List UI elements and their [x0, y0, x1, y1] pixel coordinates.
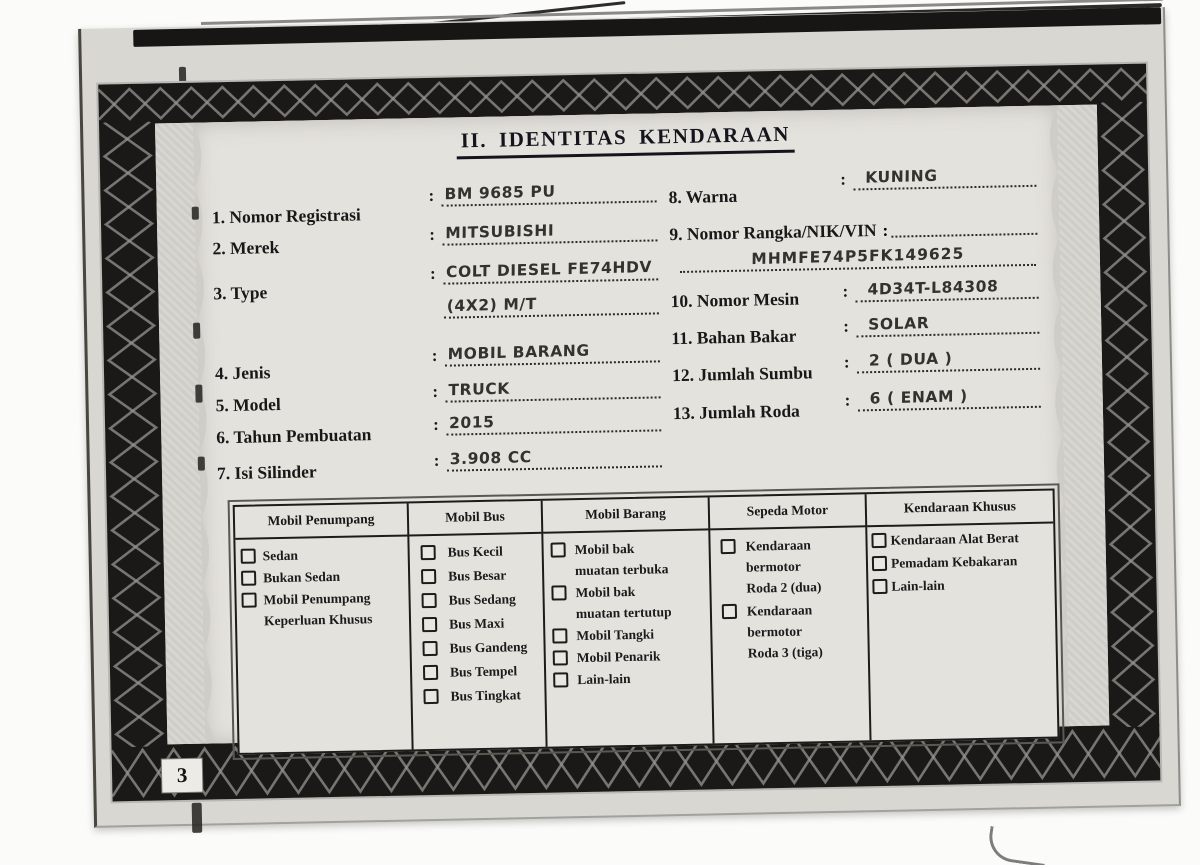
- checkbox-icon: [550, 542, 565, 557]
- field-label: 10. Nomor Mesin: [670, 288, 800, 312]
- category-item-label: Lain-lain: [577, 671, 631, 688]
- category-item: [553, 644, 708, 668]
- colon: :: [843, 316, 850, 336]
- field-nomor-registrasi-value: [428, 180, 656, 206]
- category-item-label: Mobil bak muatan tertutup: [575, 583, 672, 622]
- field-nomor-mesin: [670, 289, 799, 313]
- checkbox-icon: [423, 689, 438, 704]
- field-nomor-rangka-value: [680, 244, 1036, 273]
- category-item: [722, 598, 865, 664]
- category-item-label: Bus Tingkat: [450, 687, 522, 704]
- category-item: [871, 527, 1051, 553]
- category-item: [421, 588, 539, 611]
- section-title: II. IDENTITAS KENDARAAN: [193, 116, 1057, 164]
- table-column-1: [235, 536, 413, 752]
- category-item-label: Bus Besar: [447, 567, 507, 584]
- handwritten-value: BM 9685 PU: [444, 182, 556, 204]
- field-merek: [212, 237, 279, 259]
- handwritten-value: MHMFE74P5FK149625: [751, 244, 965, 269]
- checkbox-icon: [421, 569, 436, 584]
- category-item-label: Bukan Sedan: [262, 568, 341, 586]
- colon: :: [429, 224, 436, 244]
- handwritten-value: (4X2) M/T: [446, 294, 537, 316]
- checkbox-icon: [422, 617, 437, 632]
- colon: :: [844, 390, 851, 410]
- table-header-2: Mobil Bus: [409, 501, 544, 537]
- category-item-label: Kendaraan Alat Berat: [890, 530, 1019, 548]
- field-jenis-value: [431, 340, 660, 366]
- category-item-label: Bus Gandeng: [449, 639, 528, 656]
- scan-artifact: [193, 323, 200, 339]
- colon: :: [433, 450, 440, 470]
- category-item-label: Kendaraan bermotor Roda 3 (tiga): [746, 602, 823, 661]
- field-label: 11. Bahan Bakar: [671, 325, 797, 349]
- category-item: [241, 587, 406, 632]
- field-jumlah-roda: [673, 401, 800, 425]
- colon: :: [843, 352, 850, 372]
- field-type-value: [429, 257, 658, 284]
- table-column-4: [710, 527, 871, 743]
- category-item: [423, 660, 541, 683]
- field-nomor-mesin-value: [842, 277, 1038, 303]
- category-item: [422, 612, 540, 635]
- field-tahun-pembuatan-value: [432, 409, 661, 435]
- category-item: [421, 564, 539, 587]
- checkbox-icon: [872, 579, 887, 594]
- field-jenis: [215, 362, 271, 384]
- field-jumlah-roda-value: [844, 386, 1040, 412]
- field-model: [215, 394, 281, 416]
- table-header-5: Kendaraan Khusus: [867, 491, 1054, 528]
- colon: :: [428, 185, 435, 205]
- checkbox-icon: [871, 533, 886, 548]
- colon: :: [429, 263, 436, 283]
- category-item-label: Lain-lain: [891, 577, 945, 594]
- category-item: [423, 684, 541, 707]
- checkbox-icon: [551, 585, 566, 600]
- field-isi-silinder-value: [433, 445, 662, 471]
- field-type-value-2: [444, 292, 659, 318]
- field-isi-silinder: [217, 461, 317, 484]
- dotted-line: [891, 231, 1037, 238]
- handwritten-value: 2015: [449, 413, 495, 433]
- field-label: 13. Jumlah Roda: [672, 400, 801, 424]
- colon: :: [432, 381, 439, 401]
- category-item-label: Kendaraan bermotor Roda 2 (dua): [745, 537, 822, 596]
- checkbox-icon: [241, 571, 256, 586]
- handwritten-value: 6 ( ENAM ): [869, 387, 968, 408]
- handwritten-value: COLT DIESEL FE74HDV: [445, 257, 653, 282]
- field-bahan-bakar-value: [843, 312, 1039, 338]
- handwritten-value: KUNING: [865, 166, 938, 187]
- category-item-label: Pemadam Kebakaran: [890, 553, 1018, 571]
- category-item: [550, 537, 706, 582]
- checkbox-icon: [553, 650, 568, 665]
- handwritten-value: 4D34T-L84308: [867, 277, 999, 299]
- field-label: 3. Type: [213, 282, 268, 304]
- field-label: 2. Merek: [212, 236, 280, 259]
- field-jumlah-sumbu-value: [843, 348, 1040, 374]
- colon: :: [432, 414, 439, 434]
- table-header-1: Mobil Penumpang: [235, 503, 410, 539]
- field-label: 1. Nomor Registrasi: [211, 204, 361, 228]
- category-item-label: Bus Maxi: [448, 615, 505, 632]
- checkbox-icon: [720, 539, 735, 554]
- category-item: [420, 540, 538, 563]
- field-label: 8. Warna: [668, 185, 738, 208]
- table-column-5: [867, 524, 1057, 741]
- handwritten-value: SOLAR: [868, 314, 930, 334]
- field-warna-value: [840, 165, 1036, 191]
- checkbox-icon: [421, 593, 436, 608]
- field-label: 12. Jumlah Sumbu: [671, 362, 813, 386]
- checkbox-icon: [421, 545, 436, 560]
- handwritten-value: TRUCK: [448, 379, 510, 400]
- page-inner-margin: [155, 105, 1109, 745]
- category-item-label: Bus Kecil: [447, 543, 503, 560]
- scan-artifact: [195, 385, 202, 403]
- checkbox-icon: [241, 593, 256, 608]
- field-label: 9. Nomor Rangka/NIK/VIN: [669, 220, 877, 245]
- field-merek-value: [429, 219, 657, 245]
- field-label: 6. Tahun Pembuatan: [216, 424, 372, 448]
- scan-artifact: [198, 457, 205, 471]
- colon: :: [842, 281, 849, 301]
- table-header-3: Mobil Barang: [543, 497, 711, 533]
- checkbox-icon: [241, 549, 256, 564]
- page-number-value: 3: [176, 762, 188, 788]
- field-tahun-pembuatan: [216, 424, 372, 448]
- category-item: [240, 543, 404, 567]
- checkbox-icon: [722, 604, 737, 619]
- field-model-value: [432, 376, 660, 402]
- checkbox-icon: [872, 556, 887, 571]
- checkbox-icon: [422, 641, 437, 656]
- scan-artifact: [192, 803, 203, 833]
- category-item: [872, 550, 1052, 576]
- scan-artifact: [986, 826, 1049, 865]
- category-item-label: Mobil Tangki: [576, 626, 655, 644]
- checkbox-icon: [423, 665, 438, 680]
- page-content: [193, 105, 1069, 743]
- table-header-4: Sepeda Motor: [710, 494, 868, 530]
- category-item: [720, 533, 863, 599]
- category-item-label: Mobil Penumpang Keperluan Khusus: [263, 590, 373, 629]
- category-item: [872, 573, 1052, 599]
- table-column-3: [543, 530, 714, 746]
- field-label: 7. Isi Silinder: [216, 461, 317, 484]
- category-item-label: Bus Tempel: [449, 663, 518, 680]
- vehicle-category-table: [233, 488, 1060, 754]
- handwritten-value: 3.908 CC: [449, 448, 532, 469]
- category-item-label: Sedan: [262, 547, 299, 564]
- checkbox-icon: [552, 628, 567, 643]
- handwritten-value: 2 ( DUA ): [868, 349, 953, 370]
- category-item: [241, 565, 405, 589]
- handwritten-value: MITSUBISHI: [445, 221, 555, 243]
- page-number: [162, 759, 203, 793]
- field-warna: [668, 186, 737, 208]
- scan-artifact: [192, 207, 199, 220]
- field-nomor-rangka: [669, 217, 1037, 245]
- field-type: [213, 282, 267, 304]
- category-item-label: Mobil Penarik: [576, 648, 661, 666]
- category-item-label: Mobil bak muatan terbuka: [574, 540, 669, 579]
- category-item: [551, 579, 707, 624]
- handwritten-value: MOBIL BARANG: [447, 341, 590, 364]
- category-item: [553, 666, 708, 690]
- colon: :: [840, 169, 847, 189]
- bpkb-page: [78, 7, 1181, 828]
- field-label: 5. Model: [215, 393, 282, 416]
- field-jumlah-sumbu: [672, 362, 813, 386]
- category-item: [422, 636, 540, 659]
- category-item-label: Bus Sedang: [448, 591, 516, 608]
- field-nomor-registrasi: [212, 204, 361, 228]
- category-item: [552, 622, 707, 646]
- checkbox-icon: [553, 672, 568, 687]
- field-label: 4. Jenis: [214, 362, 271, 384]
- colon: :: [431, 345, 438, 365]
- table-column-2: [409, 534, 547, 750]
- colon: :: [882, 220, 889, 240]
- field-bahan-bakar: [671, 326, 796, 350]
